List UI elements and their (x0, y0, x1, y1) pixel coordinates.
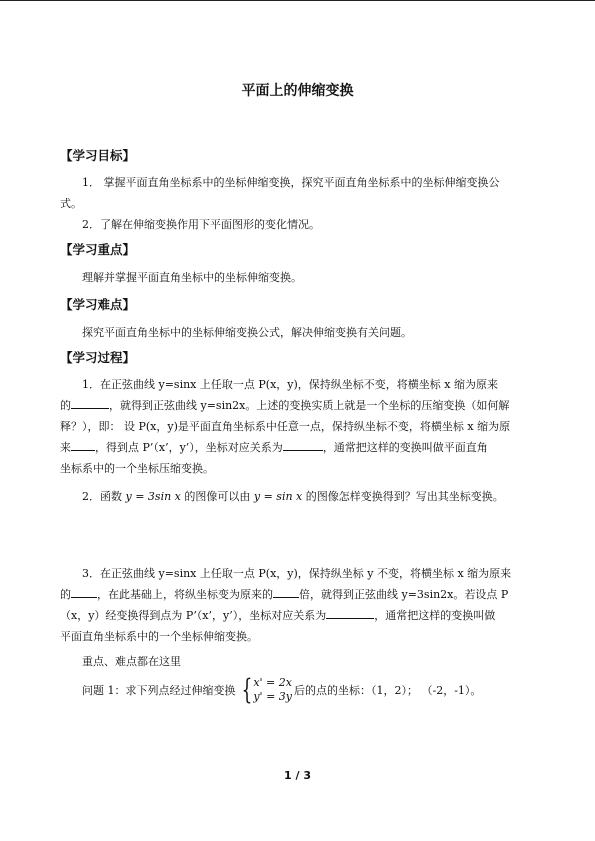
p2-c: 的图像怎样变换得到？写出其坐标变换。 (302, 490, 504, 503)
p3-line-2 (60, 584, 540, 605)
page-title: 平面上的伸缩变换 (241, 83, 354, 99)
p1-l4-b: ，得到点 P’（x’，y’），坐标对应关系为 (95, 441, 283, 454)
p3-line-3 (60, 605, 540, 626)
answer-blank (71, 397, 109, 409)
goal-item-1-line-2: 式。 (60, 197, 82, 210)
formula-y-sinx: y = sin x (253, 490, 303, 503)
p3-l2-c: 倍，就得到正弦曲线 y=3sin2x。若设点 P (299, 588, 509, 601)
p1-l2-a: 的 (60, 399, 71, 412)
process-paragraph-3 (60, 563, 540, 647)
p2-a: 2．函数 (82, 490, 126, 503)
answer-blank (283, 439, 323, 451)
p1-l2-b: ，就得到正弦曲线 y=sin2x。上述的变换实质上就是一个坐标的压缩变换（如何解 (109, 399, 510, 412)
p3-line-1: 3．在正弦曲线 y=sinx 上任取一点 P(x，y)，保持纵坐标 y 不变，将横坐标 x 缩为原来 (82, 567, 512, 580)
page-number: 1 / 3 (284, 769, 311, 782)
formula-y-3sinx: y = 3sin x (125, 490, 181, 503)
difficulty-heading: 【学习难点】 (60, 297, 136, 312)
process-heading: 【学习过程】 (60, 350, 136, 365)
goal-item-1-line-1: 1． 掌握平面直角坐标系中的坐标伸缩变换，探究平面直角坐标系中的坐标伸缩变换公 (82, 176, 500, 189)
top-rule (0, 0, 595, 1)
answer-blank (71, 439, 95, 451)
p3-l2-a: 的 (60, 588, 71, 601)
answer-blank (71, 586, 97, 598)
p1-l4-c: ，通常把这样的变换叫做平面直角 (322, 441, 488, 454)
goal-body (60, 172, 540, 235)
p1-line-3: 释？），即： 设 P(x，y)是平面直角坐标系中任意一点，保持纵坐标不变，将横坐标 x 缩为原 (60, 420, 511, 433)
process-paragraph-2 (60, 486, 540, 507)
p1-line-5: 坐标系中的一个坐标压缩变换。 (60, 462, 214, 475)
goal-item-2: 2．了解在伸缩变换作用下平面图形的变化情况。 (82, 218, 320, 231)
p1-line-4 (60, 437, 540, 458)
p3-line-4: 平面直角坐标系中的一个坐标伸缩变换。 (60, 630, 258, 643)
key-body (60, 267, 540, 288)
p1-line-2 (60, 395, 540, 416)
p1-line-1: 1．在正弦曲线 y=sinx 上任取一点 P(x，y)，保持纵坐标不变，将横坐标 x 缩为原来 (82, 378, 498, 391)
p2-line (60, 486, 540, 507)
answer-blank (273, 586, 299, 598)
p1-l4-a: 来 (60, 441, 71, 454)
process-paragraph-1 (60, 374, 540, 479)
p2-b: 的图像可以由 (180, 490, 254, 503)
difficulty-body (60, 322, 540, 343)
answer-blank (326, 607, 374, 619)
note-block (60, 651, 540, 672)
key-text: 理解并掌握平面直角坐标中的坐标伸缩变换。 (82, 271, 302, 284)
goal-heading: 【学习目标】 (60, 148, 136, 163)
question-1 (60, 673, 540, 706)
difficulty-text: 探究平面直角坐标中的坐标伸缩变换公式，解决伸缩变换有关问题。 (82, 326, 412, 339)
q1-line (60, 673, 540, 706)
equation-system (253, 676, 292, 704)
p3-l2-b: ，在此基础上，将纵坐标变为原来的 (97, 588, 273, 601)
p3-l3-a: （x，y）经变换得到点为 P’（x’，y’），坐标对应关系为 (60, 609, 327, 622)
transform-system (238, 673, 293, 706)
p3-l3-b: ，通常把这样的变换叫做 (374, 609, 496, 622)
equation-x: x' = 2x (253, 676, 292, 689)
note-text: 重点、难点都在这里 (82, 655, 181, 668)
q1-a: 问题 1：求下列点经过伸缩变换 (82, 683, 236, 697)
left-brace-icon: { (241, 673, 252, 706)
equation-y: y' = 3y (253, 690, 292, 703)
key-heading: 【学习重点】 (60, 242, 136, 257)
q1-b: 后的点的坐标：（1，2）； （-2，-1）。 (294, 683, 482, 697)
